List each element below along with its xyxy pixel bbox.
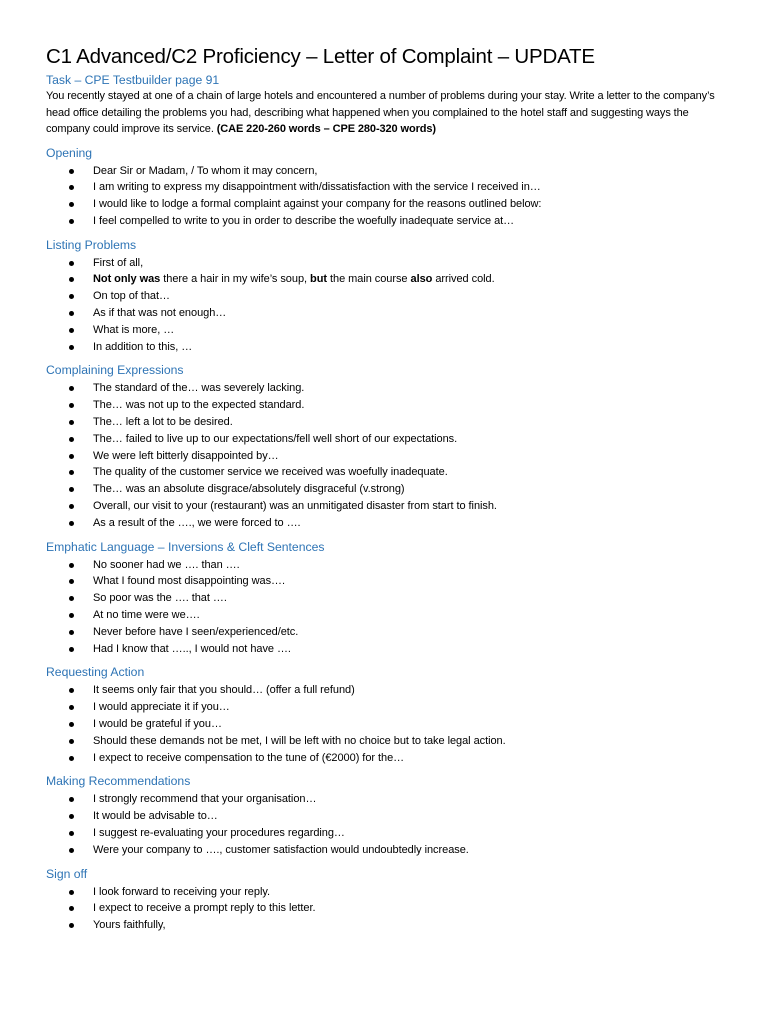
bullet-icon: [69, 630, 74, 635]
list-item: [46, 179, 730, 196]
list-item: [46, 641, 730, 658]
list-item: [46, 163, 730, 180]
list-item: [46, 842, 730, 859]
list-item-text: The… left a lot to be desired.: [93, 416, 233, 429]
bullet-icon: [69, 169, 74, 174]
bullet-icon: [69, 311, 74, 316]
task-text: You recently stayed at one of a chain of large hotels and encountered a number of problems during your stay. Write a letter to the company’s head office detailing the problems you had, describing what happened when you complained to the hotel staff and suggesting ways the company could improve its service.: [46, 90, 715, 135]
list-item: [46, 213, 730, 230]
bullet-icon: [69, 613, 74, 618]
list-item: [46, 557, 730, 574]
bullet-icon: [69, 470, 74, 475]
list-item: [46, 305, 730, 322]
list-item: [46, 716, 730, 733]
section-heading-opening: Opening: [46, 145, 93, 160]
list-item: [46, 196, 730, 213]
list-item-text: I suggest re-evaluating your procedures regarding…: [93, 827, 345, 839]
making-recommendations-list: [46, 791, 730, 858]
list-item-text: As a result of the …., we were forced to ….: [93, 516, 301, 529]
list-item-text: Were your company to …., customer satisfaction would undoubtedly increase.: [93, 843, 469, 856]
bullet-icon: [69, 923, 74, 928]
list-item-text: I would like to lodge a formal complaint against your company for the reasons outlined below:: [93, 198, 542, 211]
bullet-icon: [69, 596, 74, 601]
bullet-icon: [69, 504, 74, 509]
bullet-icon: [69, 705, 74, 710]
list-item-text: I would appreciate it if you…: [93, 701, 230, 714]
section-sign-off: [46, 867, 730, 934]
bullet-icon: [69, 202, 74, 207]
bullet-icon: [69, 437, 74, 442]
section-complaining-expressions: [46, 363, 730, 531]
bullet-icon: [69, 848, 74, 853]
list-item-text: The… failed to live up to our expectations/fell well short of our expectations.: [93, 432, 458, 445]
list-item: [46, 448, 730, 465]
section-emphatic-language: [46, 540, 730, 658]
bullet-icon: [69, 219, 74, 224]
task-description: [46, 88, 730, 138]
requesting-action-list: [46, 682, 730, 766]
list-item: [46, 380, 730, 397]
list-item-text: I am writing to express my disappointment with/dissatisfaction with the service I received in…: [93, 181, 541, 194]
list-item: [46, 464, 730, 481]
bullet-icon: [69, 345, 74, 350]
bullet-icon: [69, 261, 74, 266]
list-item-text: The… was not up to the expected standard.: [93, 399, 305, 412]
task-word-counts: (CAE 220-260 words – CPE 280-320 words): [216, 123, 436, 135]
bullet-icon: [69, 906, 74, 911]
emphatic-language-list: [46, 557, 730, 658]
list-item-text: I expect to receive a prompt reply to this letter.: [93, 902, 316, 915]
list-item: [46, 397, 730, 414]
list-item-text: It would be advisable to…: [93, 810, 218, 823]
complaining-expressions-list: [46, 380, 730, 531]
bullet-icon: [69, 294, 74, 299]
list-item: [46, 825, 730, 842]
list-item-text: Had I know that ….., I would not have ….: [93, 642, 291, 655]
document-page: [46, 44, 730, 934]
list-item: [46, 498, 730, 515]
list-item: [46, 573, 730, 590]
list-item-text: Never before have I seen/experienced/etc.: [93, 625, 299, 638]
list-item-text: In addition to this, …: [93, 340, 193, 353]
list-item-text: I feel compelled to write to you in order to describe the woefully inadequate service at…: [93, 214, 515, 227]
bullet-icon: [69, 688, 74, 693]
list-item-text: It seems only fair that you should… (offer a full refund): [93, 684, 355, 697]
list-item-text: As if that was not enough…: [93, 307, 227, 320]
bullet-icon: [69, 890, 74, 895]
list-item: [46, 515, 730, 532]
bullet-icon: [69, 831, 74, 836]
list-item: [46, 607, 730, 624]
list-item-text: I expect to receive compensation to the tune of (€2000) for the…: [93, 751, 405, 764]
section-opening: [46, 146, 730, 230]
list-item-text: Yours faithfully,: [93, 919, 166, 932]
bullet-icon: [69, 739, 74, 744]
bullet-icon: [69, 814, 74, 819]
list-item: [46, 414, 730, 431]
section-heading-listing-problems: Listing Problems: [46, 237, 137, 252]
task-heading: Task – CPE Testbuilder page 91: [46, 73, 220, 87]
list-item: [46, 431, 730, 448]
bullet-icon: [69, 521, 74, 526]
listing-problems-list: [46, 255, 730, 356]
list-item: [46, 271, 730, 288]
bullet-icon: [69, 420, 74, 425]
section-heading-sign-off: Sign off: [46, 866, 88, 881]
section-heading-making-recommendations: Making Recommendations: [46, 774, 191, 789]
bullet-icon: [69, 579, 74, 584]
list-item: [46, 917, 730, 934]
list-item: [46, 884, 730, 901]
sign-off-list: [46, 884, 730, 934]
list-item-text: I strongly recommend that your organisation…: [93, 793, 317, 806]
bullet-icon: [69, 328, 74, 333]
list-item-text: I look forward to receiving your reply.: [93, 885, 270, 898]
list-item: [46, 339, 730, 356]
list-item: [46, 624, 730, 641]
list-item-text: What is more, …: [93, 323, 175, 336]
list-item: [46, 682, 730, 699]
list-item: [46, 808, 730, 825]
section-requesting-action: [46, 665, 730, 766]
list-item-text: Dear Sir or Madam, / To whom it may concern,: [93, 164, 318, 177]
section-heading-complaining-expressions: Complaining Expressions: [46, 363, 184, 378]
list-item-text: there a hair in my wife’s soup,: [160, 273, 311, 286]
bullet-icon: [69, 487, 74, 492]
section-heading-emphatic-language: Emphatic Language – Inversions & Cleft Sentences: [46, 539, 325, 554]
list-item: [46, 791, 730, 808]
bullet-icon: [69, 386, 74, 391]
bullet-icon: [69, 403, 74, 408]
list-item: [46, 322, 730, 339]
list-item-text: First of all,: [93, 256, 144, 269]
bullet-icon: [69, 277, 74, 282]
section-heading-requesting-action: Requesting Action: [46, 665, 145, 680]
bullet-icon: [69, 647, 74, 652]
list-item-text: The standard of the… was severely lacking.: [93, 382, 305, 395]
list-item: [46, 288, 730, 305]
list-item-text: On top of that…: [93, 290, 170, 303]
list-item-text: the main course: [326, 273, 411, 286]
opening-list: [46, 163, 730, 230]
section-making-recommendations: [46, 774, 730, 858]
list-item-text: No sooner had we …. than ….: [93, 558, 240, 571]
list-item-text: Overall, our visit to your (restaurant) was an unmitigated disaster from start to finish.: [93, 500, 497, 513]
list-item: [46, 733, 730, 750]
list-item-text: The quality of the customer service we received was woefully inadequate.: [93, 466, 448, 479]
list-item-text: So poor was the …. that ….: [93, 592, 227, 605]
list-item-text: We were left bitterly disappointed by…: [93, 449, 279, 462]
list-item: [46, 255, 730, 272]
list-item: [46, 699, 730, 716]
document-title: C1 Advanced/C2 Proficiency – Letter of Complaint – UPDATE: [46, 45, 595, 68]
bullet-icon: [69, 454, 74, 459]
bullet-icon: [69, 722, 74, 727]
list-item-text: The… was an absolute disgrace/absolutely disgraceful (v.strong): [93, 483, 405, 496]
bullet-icon: [69, 185, 74, 190]
list-item-text: I would be grateful if you…: [93, 718, 222, 731]
emphasis-text: Not only was: [93, 273, 161, 286]
list-item: [46, 481, 730, 498]
emphasis-text: also: [410, 273, 433, 286]
list-item-text: What I found most disappointing was….: [93, 575, 285, 588]
list-item-text: Should these demands not be met, I will be left with no choice but to take legal action.: [93, 734, 506, 747]
bullet-icon: [69, 563, 74, 568]
list-item: [46, 900, 730, 917]
list-item-text: At no time were we….: [93, 609, 200, 622]
emphasis-text: but: [310, 273, 327, 286]
bullet-icon: [69, 756, 74, 761]
section-listing-problems: [46, 238, 730, 356]
bullet-icon: [69, 797, 74, 802]
list-item: [46, 750, 730, 767]
list-item-text: arrived cold.: [432, 273, 495, 286]
list-item: [46, 590, 730, 607]
